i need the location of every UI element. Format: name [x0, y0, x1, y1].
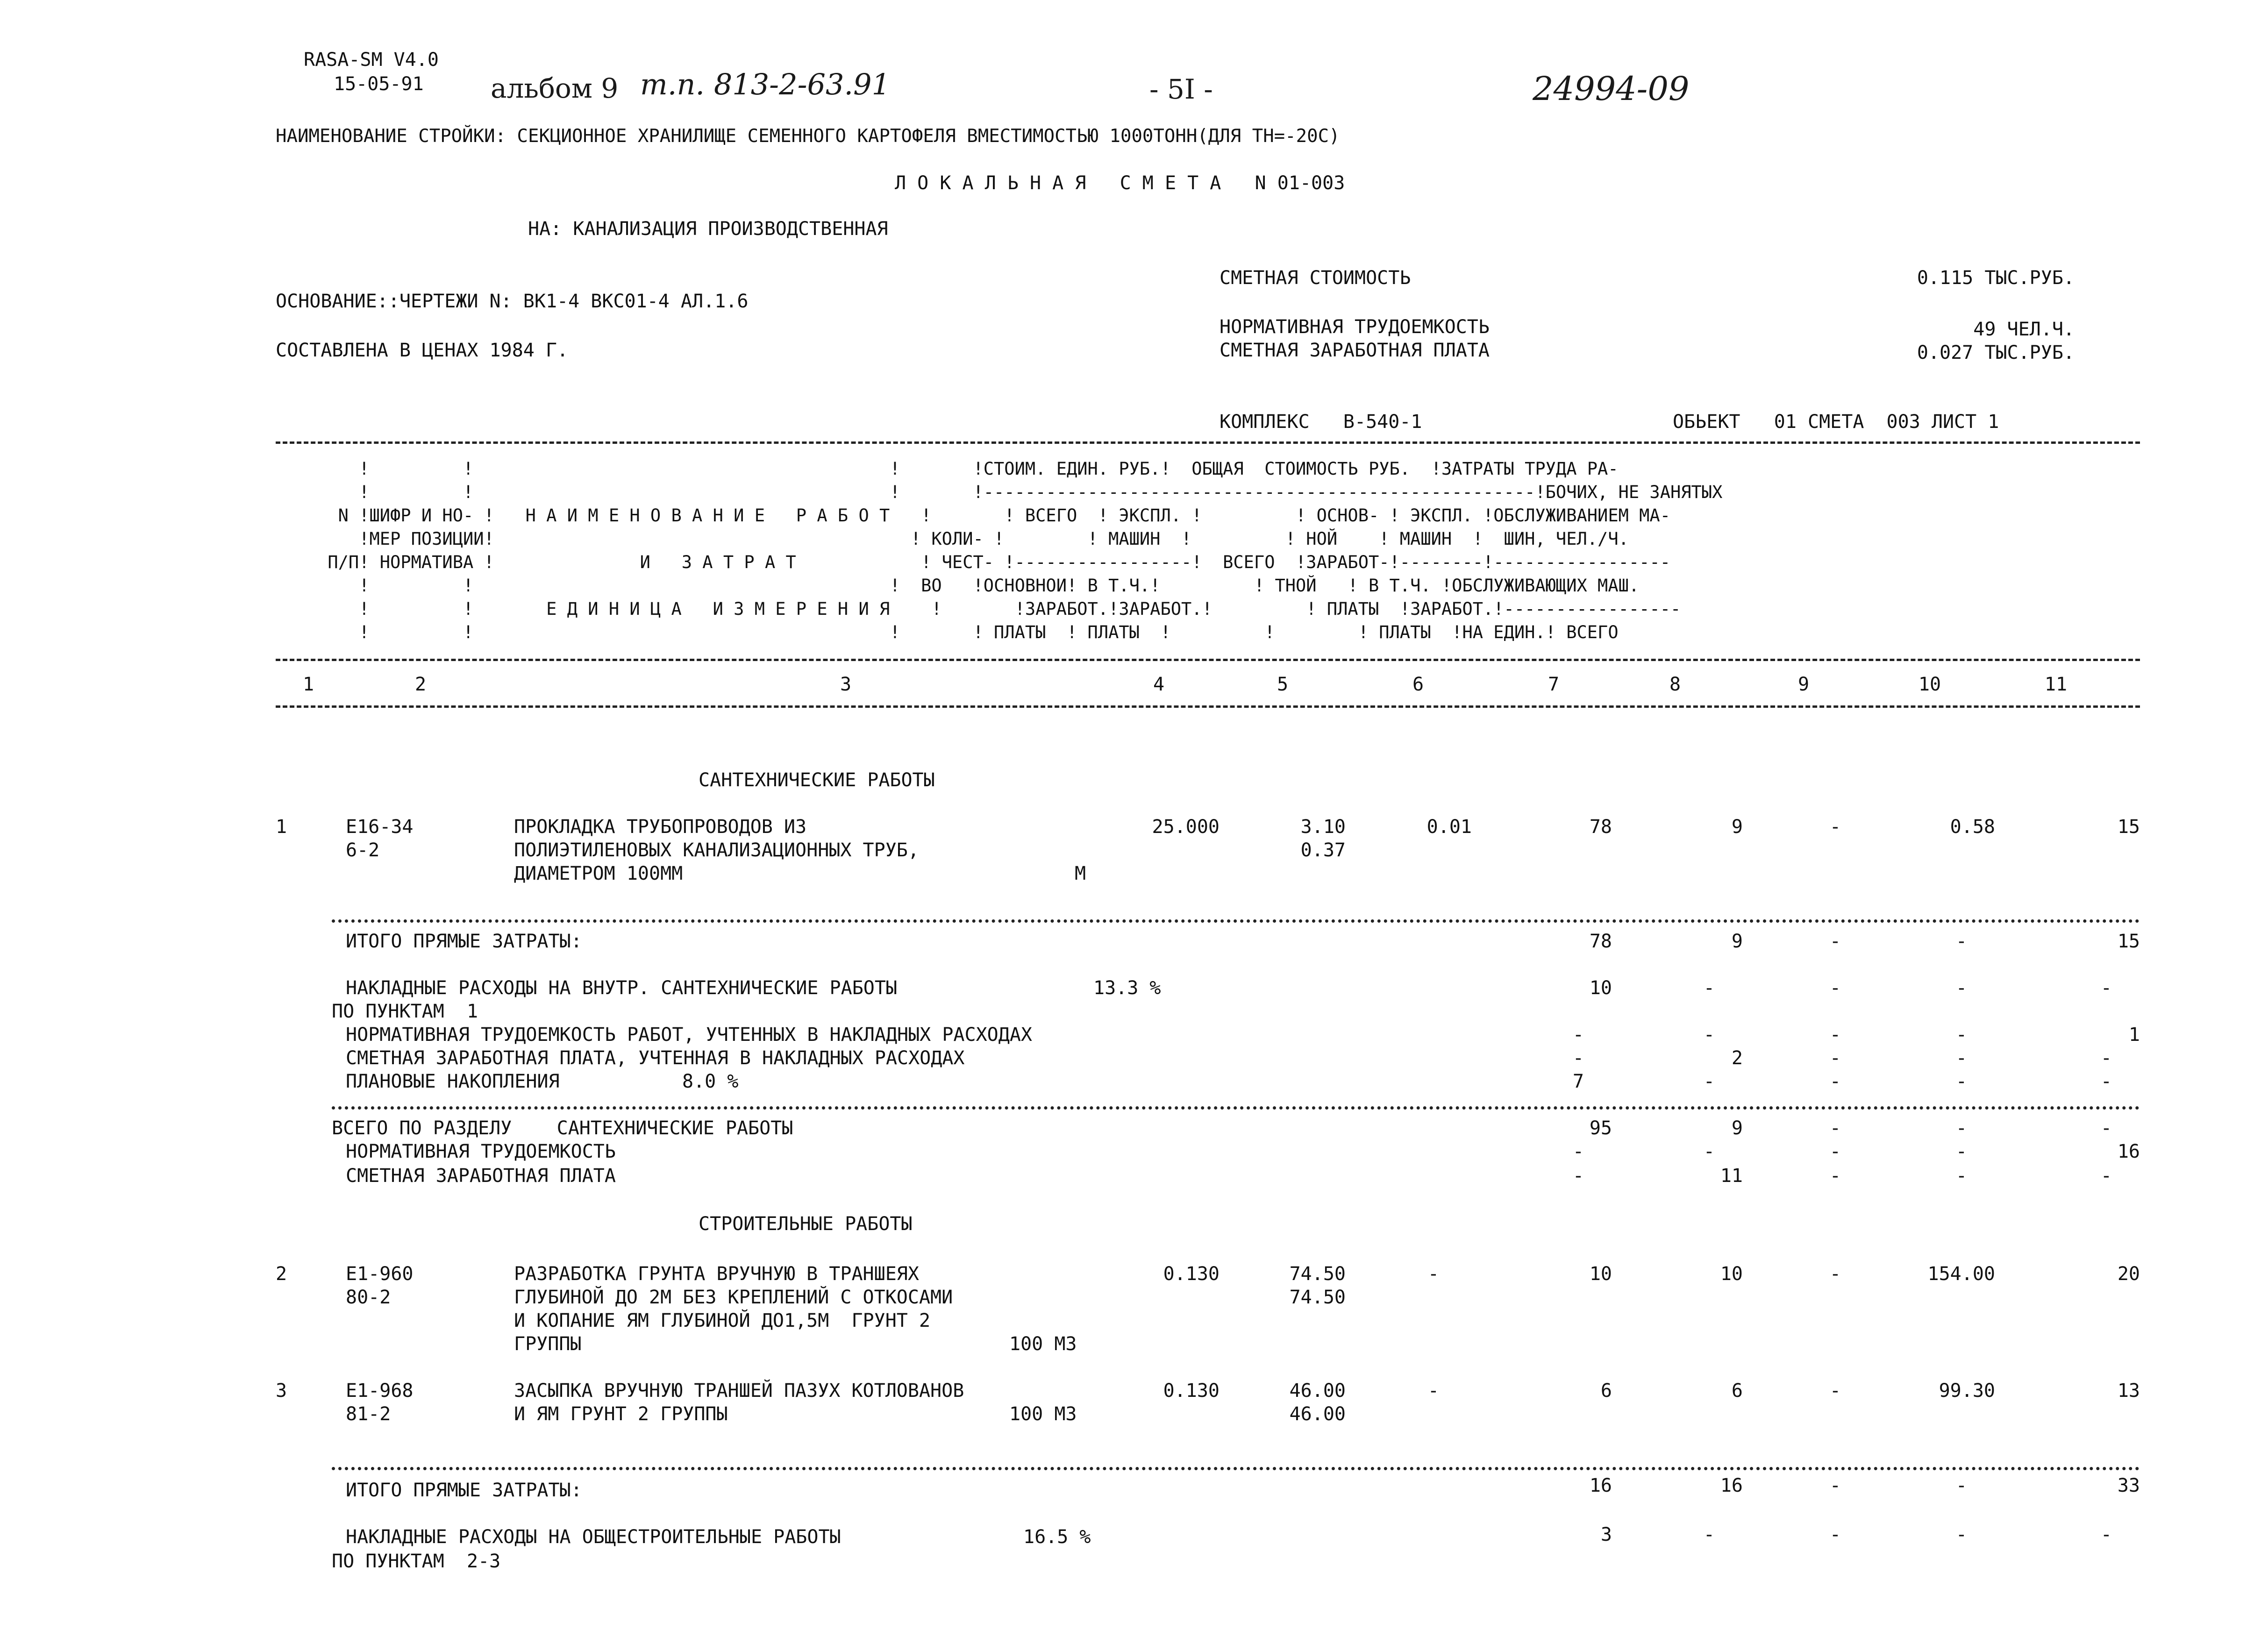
summary-label: СМЕТНАЯ ЗАРАБОТНАЯ ПЛАТА, УЧТЕННАЯ В НАКЛАДНЫХ РАСХОДАХ: [346, 1047, 965, 1069]
col-num: 2: [414, 674, 427, 695]
dotted-separator: [332, 1106, 2140, 1110]
column-numbers-top-rule: [276, 659, 2140, 661]
table-header: [276, 460, 2140, 652]
item-name: ГРУППЫ: [514, 1333, 582, 1355]
summary-wage-value: 0.027 ТЫС.РУБ.: [1917, 342, 2075, 363]
item-labor-total: 15: [2117, 816, 2140, 838]
item-code: Е16-34: [346, 816, 414, 838]
summary-labor-total: -: [2100, 1071, 2112, 1092]
document-code: 24994-09: [1533, 70, 1690, 108]
section-title: СТРОИТЕЛЬНЫЕ РАБОТЫ: [699, 1213, 913, 1235]
summary-wage: -: [1703, 1071, 1715, 1092]
header-line: ! ! ! ! ПЛАТЫ ! ПЛАТЫ ! ! ! ПЛАТЫ !НА ЕДИН.! ВСЕГО: [276, 622, 1619, 642]
col-num: 3: [840, 674, 852, 695]
item-machines: -: [1829, 816, 1841, 838]
col-num: 7: [1548, 674, 1560, 695]
col-num: 9: [1797, 674, 1810, 695]
summary-labor-unit: -: [1955, 1024, 1967, 1046]
section-title: САНТЕХНИЧЕСКИЕ РАБОТЫ: [699, 769, 935, 791]
item-unit-total: 46.00: [1289, 1380, 1346, 1402]
estimate-subject: НА: КАНАЛИЗАЦИЯ ПРОИЗВОДСТВЕННАЯ: [528, 218, 888, 240]
header-line: ! ! ! !-----------------------------------------------------!БОЧИХ, НЕ ЗАНЯТЫХ: [276, 482, 1723, 502]
summary-labor-unit: -: [1955, 1141, 1967, 1162]
summary-wage: 11: [1720, 1165, 1743, 1187]
summary-percent: 13.3 %: [1093, 977, 1161, 999]
item-name: И КОПАНИЕ ЯМ ГЛУБИНОЙ ДО1,5М ГРУНТ 2: [514, 1310, 931, 1331]
price-base: СОСТАВЛЕНА В ЦЕНАХ 1984 Г.: [276, 340, 569, 361]
estimate-basis: ОСНОВАНИЕ::ЧЕРТЕЖИ N: ВК1-4 ВКС01-4 АЛ.1.6: [276, 291, 749, 312]
summary-labor-unit: -: [1955, 1165, 1967, 1187]
item-number: 1: [276, 816, 287, 838]
item-unit-machines: -: [1427, 1380, 1439, 1402]
item-name: ГЛУБИНОЙ ДО 2М БЕЗ КРЕПЛЕНИЙ С ОТКОСАМИ: [514, 1287, 953, 1308]
item-quantity: 0.130: [1163, 1380, 1220, 1402]
header-line: N !ШИФР И НО- ! Н А И М Е Н О В А Н И Е Р А Б О Т ! ! ВСЕГО ! ЭКСПЛ. ! ! ОСНОВ- ! ЭКСПЛ. !ОБСЛУЖИВАНИЕМ МА-: [276, 505, 1670, 526]
item-unit-total: 3.10: [1300, 816, 1346, 838]
summary-wage: 9: [1731, 931, 1743, 952]
summary-total: 7: [1572, 1071, 1584, 1092]
summary-wage: -: [1703, 1524, 1715, 1545]
header-line: !МЕР ПОЗИЦИИ! ! КОЛИ- ! ! МАШИН ! ! НОЙ ! МАШИН ! ШИН, ЧЕЛ./Ч.: [276, 529, 1629, 549]
summary-labor-total: 33: [2117, 1475, 2140, 1496]
summary-label-continued: ПО ПУНКТАМ 1: [332, 1001, 478, 1022]
item-wage: 6: [1731, 1380, 1743, 1402]
summary-labor-total: -: [2100, 1047, 2112, 1069]
summary-total: 10: [1589, 977, 1612, 999]
summary-label: НОРМАТИВНАЯ ТРУДОЕМКОСТЬ РАБОТ, УЧТЕННЫХ В НАКЛАДНЫХ РАСХОДАХ: [346, 1024, 1033, 1046]
typical-project-number: т.п. 813-2-63.91: [640, 67, 891, 101]
item-name: И ЯМ ГРУНТ 2 ГРУППЫ: [514, 1403, 728, 1425]
item-unit-machines: -: [1427, 1263, 1439, 1285]
construction-name: НАИМЕНОВАНИЕ СТРОЙКИ: СЕКЦИОННОЕ ХРАНИЛИЩЕ СЕМЕННОГО КАРТОФЕЛЯ ВМЕСТИМОСТЬЮ 1000ТОНН(ДЛЯ ТН=-20С): [276, 126, 1340, 147]
summary-labor-unit: -: [1955, 1524, 1967, 1545]
summary-label: ПЛАНОВЫЕ НАКОПЛЕНИЯ: [346, 1071, 560, 1092]
item-name: ДИАМЕТРОМ 100ММ: [514, 863, 683, 884]
summary-cost-value: 0.115 ТЫС.РУБ.: [1917, 267, 2075, 289]
header-line: П/П! НОРМАТИВА ! И З А Т Р А Т ! ЧЕСТ- !-----------------! ВСЕГО !ЗАРАБОТ-!--------!-----------------: [276, 552, 1670, 572]
header-line: ! ! ! ВО !ОСНОВНОИ! В Т.Ч.! ! ТНОЙ ! В Т.Ч. !ОБСЛУЖИВАЮЩИХ МАШ.: [276, 576, 1640, 596]
summary-label: ИТОГО ПРЯМЫЕ ЗАТРАТЫ:: [346, 1480, 582, 1501]
summary-labor-label: НОРМАТИВНАЯ ТРУДОЕМКОСТЬ: [1220, 316, 1490, 338]
complex-code: КОМПЛЕКС В-540-1: [1220, 411, 1422, 433]
summary-labor-total: -: [2100, 1117, 2112, 1139]
summary-total: -: [1572, 1024, 1584, 1046]
summary-labor-value: 49 ЧЕЛ.Ч.: [1973, 319, 2075, 340]
summary-machines: -: [1829, 1071, 1841, 1092]
item-name: ПОЛИЭТИЛЕНОВЫХ КАНАЛИЗАЦИОННЫХ ТРУБ,: [514, 840, 919, 861]
summary-machines: -: [1829, 1141, 1841, 1162]
item-labor-unit: 0.58: [1950, 816, 1995, 838]
summary-wage-label: СМЕТНАЯ ЗАРАБОТНАЯ ПЛАТА: [1220, 340, 1490, 361]
item-total: 6: [1600, 1380, 1612, 1402]
item-labor-unit: 154.00: [1927, 1263, 1995, 1285]
summary-labor-total: -: [2100, 1524, 2112, 1545]
item-labor-total: 13: [2117, 1380, 2140, 1402]
item-quantity: 0.130: [1163, 1263, 1220, 1285]
summary-label: НАКЛАДНЫЕ РАСХОДЫ НА ОБЩЕСТРОИТЕЛЬНЫЕ РАБОТЫ: [346, 1526, 841, 1548]
summary-labor-unit: -: [1955, 1071, 1967, 1092]
summary-labor-total: -: [2100, 1165, 2112, 1187]
summary-machines: -: [1829, 1524, 1841, 1545]
summary-labor-unit: -: [1955, 977, 1967, 999]
item-unit-wage: 74.50: [1289, 1287, 1346, 1308]
header-line: ! ! ! !СТОИМ. ЕДИН. РУБ.! ОБЩАЯ СТОИМОСТЬ РУБ. !ЗАТРАТЫ ТРУДА РА-: [276, 459, 1619, 479]
item-unit-wage: 46.00: [1289, 1403, 1346, 1425]
summary-wage: 16: [1720, 1475, 1743, 1496]
item-name: ПРОКЛАДКА ТРУБОПРОВОДОВ ИЗ: [514, 816, 807, 838]
summary-label: ИТОГО ПРЯМЫЕ ЗАТРАТЫ:: [346, 931, 582, 952]
item-code-position: 80-2: [346, 1287, 391, 1308]
summary-labor-unit: -: [1955, 1475, 1967, 1496]
album-label: альбом 9: [491, 72, 619, 104]
dotted-separator: [332, 1467, 2140, 1470]
summary-machines: -: [1829, 931, 1841, 952]
item-machines: -: [1829, 1380, 1841, 1402]
item-total: 10: [1589, 1263, 1612, 1285]
summary-machines: -: [1829, 1047, 1841, 1069]
summary-wage: -: [1703, 977, 1715, 999]
summary-labor-total: 15: [2117, 931, 2140, 952]
object-sheet: ОБЬЕКТ 01 СМЕТА 003 ЛИСТ 1: [1673, 411, 1999, 433]
col-num: 1: [302, 674, 314, 695]
summary-label-continued: ПО ПУНКТАМ 2-3: [332, 1551, 501, 1572]
item-name: ЗАСЫПКА ВРУЧНУЮ ТРАНШЕЙ ПАЗУХ КОТЛОВАНОВ: [514, 1380, 964, 1402]
summary-machines: -: [1829, 1117, 1841, 1139]
item-wage: 10: [1720, 1263, 1743, 1285]
col-num: 5: [1277, 674, 1289, 695]
page-number: - 5I -: [1149, 73, 1213, 105]
header-line: ! ! Е Д И Н И Ц А И З М Е Р Е Н И Я ! !ЗАРАБОТ.!ЗАРАБОТ.! ! ПЛАТЫ !ЗАРАБОТ.!-----------------: [276, 599, 1681, 619]
item-wage: 9: [1731, 816, 1743, 838]
item-unit: 100 М3: [1009, 1403, 1077, 1425]
item-labor-unit: 99.30: [1939, 1380, 1995, 1402]
table-header-bottom-rule: [276, 705, 2140, 708]
summary-total: 16: [1589, 1475, 1612, 1496]
item-unit-total: 74.50: [1289, 1263, 1346, 1285]
item-unit: 100 М3: [1009, 1333, 1077, 1355]
summary-labor-total: 16: [2117, 1141, 2140, 1162]
item-code: Е1-968: [346, 1380, 414, 1402]
table-top-rule: [276, 441, 2140, 444]
summary-total: -: [1572, 1141, 1584, 1162]
col-num: 11: [2044, 674, 2068, 695]
col-num: 6: [1412, 674, 1424, 695]
col-num: 10: [1918, 674, 1941, 695]
summary-labor-unit: -: [1955, 1047, 1967, 1069]
summary-wage: -: [1703, 1024, 1715, 1046]
item-code-position: 6-2: [346, 840, 380, 861]
document-title: Л О К А Л Ь Н А Я С М Е Т А N 01-003: [895, 172, 1345, 194]
dotted-separator: [332, 919, 2140, 923]
summary-total: -: [1572, 1165, 1584, 1187]
item-number: 3: [276, 1380, 287, 1402]
summary-total: 3: [1600, 1524, 1612, 1545]
item-number: 2: [276, 1263, 287, 1285]
summary-machines: -: [1829, 977, 1841, 999]
item-unit-wage: 0.37: [1300, 840, 1346, 861]
summary-label: НОРМАТИВНАЯ ТРУДОЕМКОСТЬ: [346, 1141, 616, 1162]
summary-total: 95: [1589, 1117, 1612, 1139]
item-total: 78: [1589, 816, 1612, 838]
item-machines: -: [1829, 1263, 1841, 1285]
summary-labor-total: 1: [2128, 1024, 2140, 1046]
item-unit: М: [1075, 863, 1086, 884]
col-num: 8: [1669, 674, 1681, 695]
summary-percent: 8.0 %: [682, 1071, 739, 1092]
item-labor-total: 20: [2117, 1263, 2140, 1285]
summary-label: НАКЛАДНЫЕ РАСХОДЫ НА ВНУТР. САНТЕХНИЧЕСКИЕ РАБОТЫ: [346, 977, 898, 999]
summary-machines: -: [1829, 1165, 1841, 1187]
item-unit-machines: 0.01: [1426, 816, 1472, 838]
summary-wage: 2: [1731, 1047, 1743, 1069]
summary-wage: -: [1703, 1141, 1715, 1162]
summary-label: СМЕТНАЯ ЗАРАБОТНАЯ ПЛАТА: [346, 1165, 616, 1187]
item-code-position: 81-2: [346, 1403, 391, 1425]
summary-machines: -: [1829, 1024, 1841, 1046]
summary-labor-total: -: [2100, 977, 2112, 999]
summary-wage: 9: [1731, 1117, 1743, 1139]
summary-label: ВСЕГО ПО РАЗДЕЛУ САНТЕХНИЧЕСКИЕ РАБОТЫ: [332, 1117, 793, 1139]
summary-percent: 16.5 %: [1023, 1526, 1091, 1548]
print-date: 15-05-91: [334, 73, 424, 95]
summary-machines: -: [1829, 1475, 1841, 1496]
summary-total: 78: [1589, 931, 1612, 952]
item-code: Е1-960: [346, 1263, 414, 1285]
col-num: 4: [1153, 674, 1165, 695]
item-name: РАЗРАБОТКА ГРУНТА ВРУЧНУЮ В ТРАНШЕЯХ: [514, 1263, 919, 1285]
summary-labor-unit: -: [1955, 1117, 1967, 1139]
summary-total: -: [1572, 1047, 1584, 1069]
summary-labor-unit: -: [1955, 931, 1967, 952]
program-version: RASA-SM V4.0: [304, 49, 439, 71]
item-quantity: 25.000: [1152, 816, 1220, 838]
summary-cost-label: СМЕТНАЯ СТОИМОСТЬ: [1220, 267, 1411, 289]
